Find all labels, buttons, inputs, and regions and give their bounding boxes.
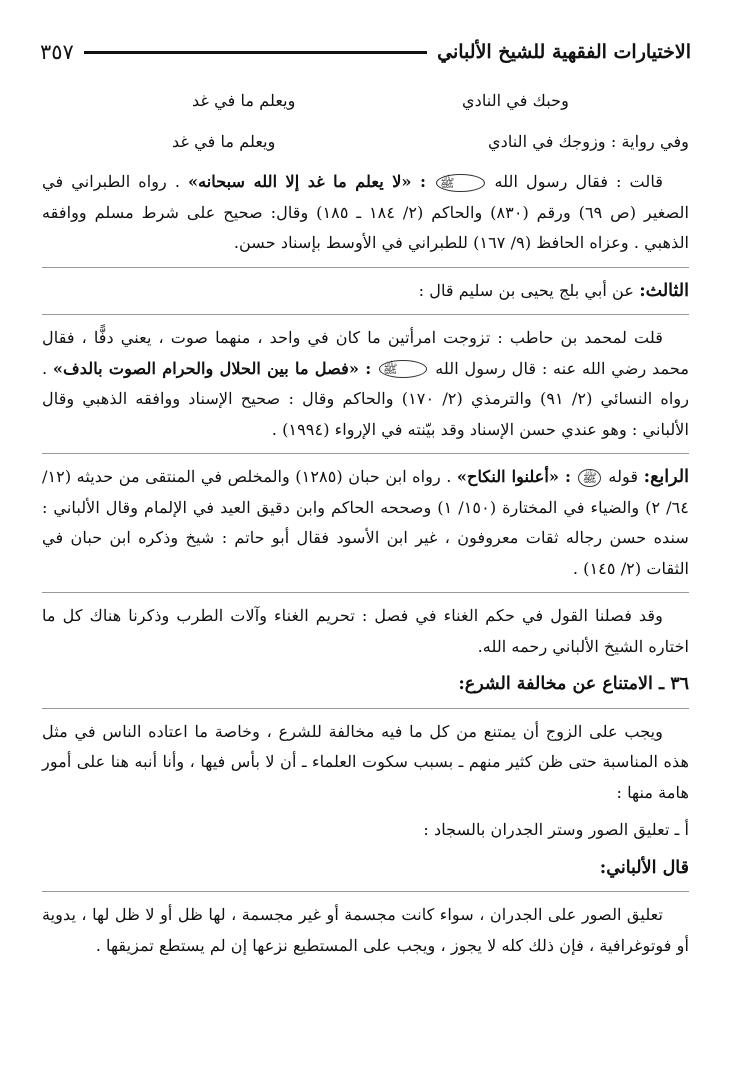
paragraph-albani: تعليق الصور على الجدران ، سواء كانت مجسمة أو غير مجسمة ، لها ظل أو لا ظل لها ، يدوية أو فوتوغرافية ، فإن ذلك كله لا يجوز ، ويجب على المستطيع نزعها إن لم يستطع تمزيقها . bbox=[42, 905, 689, 955]
hemistich-1: وزوجك في النادي bbox=[487, 131, 606, 151]
paragraph-third: الثالث: عن أبي بلج يحيى بن سليم قال : bbox=[418, 280, 689, 301]
riwaya-label: وفي رواية : وزوجك في النادي bbox=[487, 131, 689, 151]
paragraph-hadith-1: قالت : فقال رسول الله ﷺ : «لا يعلم ما غد إلا الله سبحانه» . رواه الطبراني في الصغير (ص ٦٩) ورقم (٨٣٠) والحاكم (٢/ ١٨٤ ـ ١٨٥) وقال: صحيح على شرط مسلم ووافقه الذهبي . وعزاه الحافظ (٩/ ١٦٧) للطبراني في الأوسط بإسناد حسن. bbox=[42, 172, 689, 252]
albani-heading: قال الألباني: bbox=[599, 857, 689, 878]
hemistich-2: ويعلم ما في غد bbox=[172, 131, 276, 151]
salawat-glyph: ﷺ bbox=[379, 360, 428, 378]
divider bbox=[42, 891, 689, 892]
divider bbox=[42, 592, 689, 593]
poem-line-2 bbox=[42, 127, 689, 158]
paragraph-section-36: ويجب على الزوج أن يمتنع من كل ما فيه مخالفة للشرع ، وخاصة ما اعتاده الناس في مثل هذه المناسبة حتى ظن كثير منهم ـ بسبب سكوت العلماء ـ أن لا بأس فيها ، وأنا أنبه هنا على أمور هامة منها : bbox=[42, 721, 689, 802]
hemistich-2: ويعلم ما في غد bbox=[192, 91, 296, 110]
page-body bbox=[42, 86, 689, 968]
running-title: الاختيارات الفقهية للشيخ الألباني bbox=[437, 41, 691, 63]
paragraph-reference: وقد فصلنا القول في حكم الغناء في فصل : تحريم الغناء وآلات الطرب وذكرنا هناك كل ما اختاره الشيخ الألباني رحمه الله. bbox=[42, 606, 689, 656]
section-heading-36: ٣٦ ـ الامتناع عن مخالفة الشرع: bbox=[458, 674, 689, 694]
hadith-quote: : «أعلنوا النكاح» bbox=[456, 467, 571, 486]
paragraph-fourth: الرابع: قوله ﷺ : «أعلنوا النكاح» . رواه ابن حبان (١٢٨٥) والمخلص في المنتقى من حديثه (١٢/ ٦٤/ ٢) والضياء في المختارة (١٥٠/ ١) وصححه الحاكم وابن دقيق العيد في الإلمام وقال الألباني : سنده حسن رجاله ثقات معروفون ، غير ابن الأسود فقال أبو حاتم : شيخ وذكره ابن حبان في الثقات (٢/ ١٤٥) . bbox=[42, 467, 689, 578]
header-rule bbox=[84, 51, 427, 54]
section-label-fourth: الرابع: bbox=[643, 467, 689, 487]
hadith-quote: : «فصل ما بين الحلال والحرام الصوت بالدف» bbox=[52, 358, 372, 378]
salawat-glyph: ﷺ bbox=[436, 174, 485, 192]
item-a: أ ـ تعليق الصور وستر الجدران بالسجاد : bbox=[423, 820, 689, 839]
paragraph-hadith-2: قلت لمحمد بن حاطب : تزوجت امرأتين ما كان في واحد ، منهما صوت ، يعني دفًّا ، فقال محمد رضي الله عنه : قال رسول الله ﷺ : «فصل ما بين الحلال والحرام الصوت بالدف» . رواه النسائي (٢/ ٩١) والترمذي (٢/ ١٧٠) والحاكم وقال : صحيح الإسناد ووافقه الذهبي وقال الألباني : وهو عندي حسن الإسناد وقد بيّنته في الإرواء (١٩٩٤) . bbox=[42, 328, 690, 439]
divider bbox=[42, 267, 689, 268]
divider bbox=[42, 708, 689, 709]
salawat-glyph: ﷺ bbox=[578, 469, 601, 487]
page-number: ٣٥٧ bbox=[40, 40, 74, 64]
divider bbox=[42, 453, 689, 454]
divider bbox=[42, 314, 689, 315]
hemistich-1: وحبك في النادي bbox=[462, 91, 569, 110]
poem-line-1 bbox=[42, 86, 689, 117]
page-header bbox=[40, 32, 691, 72]
hadith-quote: : «لا يعلم ما غد إلا الله سبحانه» bbox=[187, 172, 426, 191]
section-label-third: الثالث: bbox=[639, 280, 689, 301]
